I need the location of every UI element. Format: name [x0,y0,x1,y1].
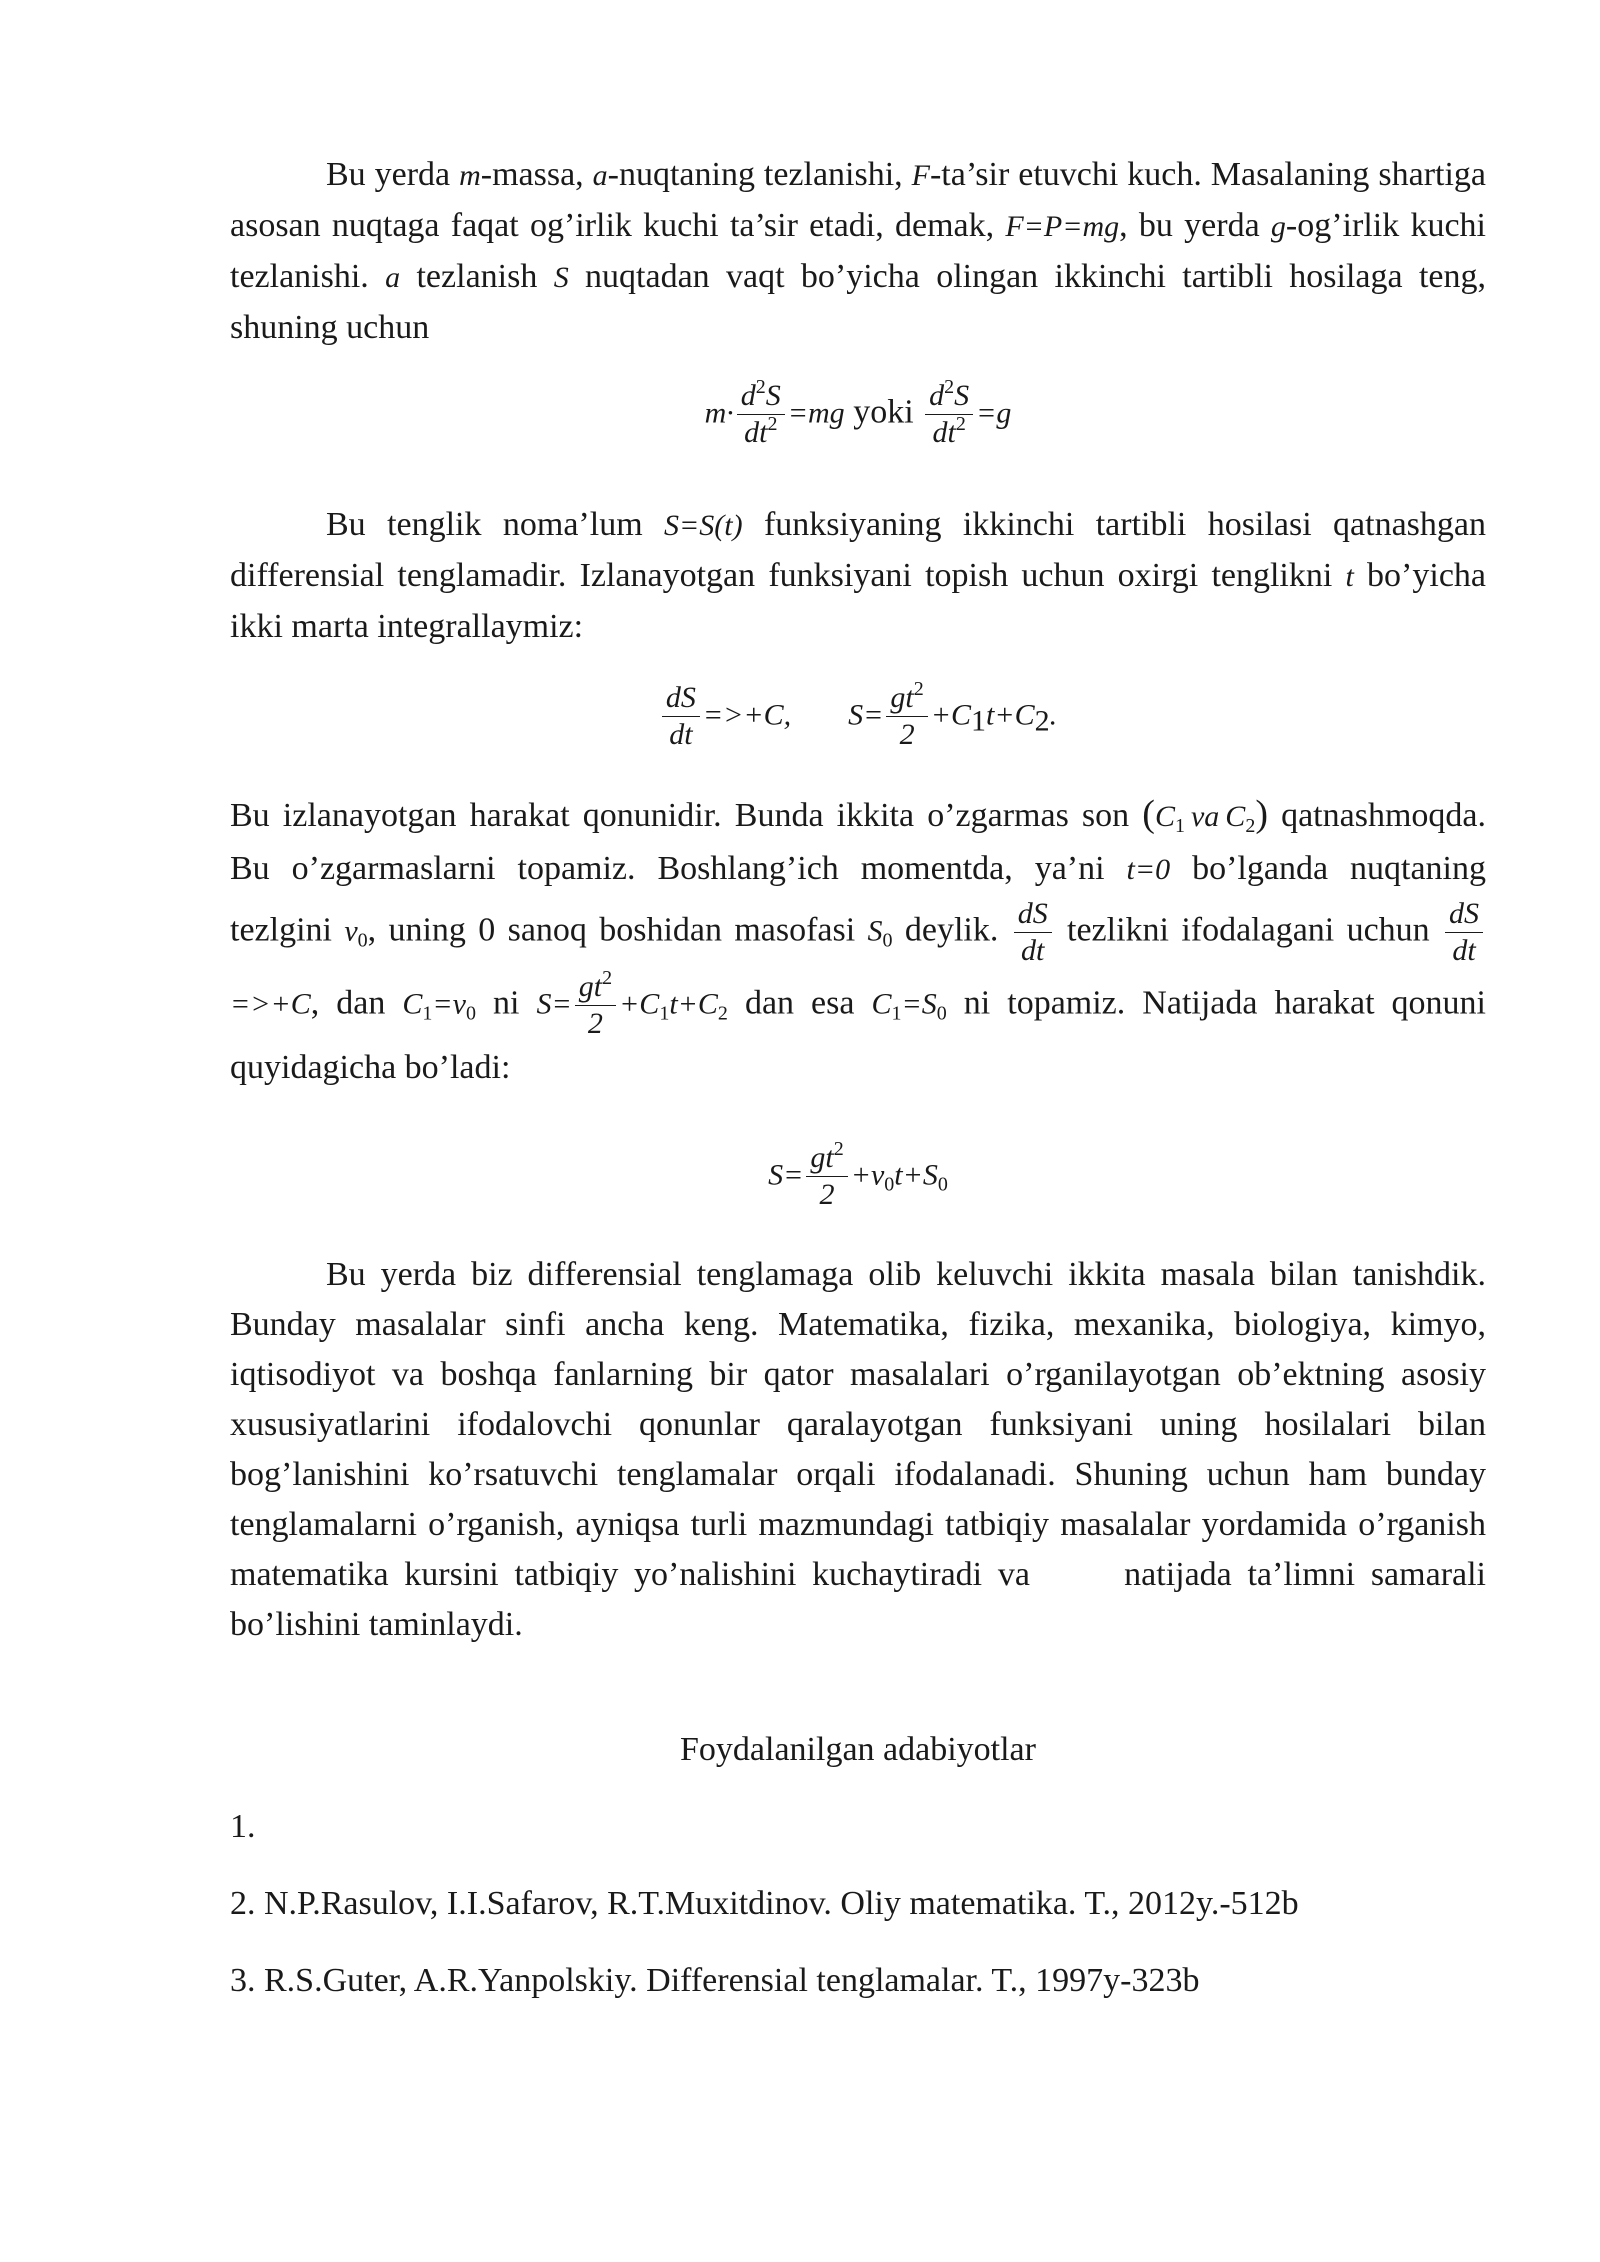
denominator: dt [669,718,693,751]
math-expression: =>+C, [702,698,792,732]
denominator: 2 [587,1007,603,1040]
superscript: 2 [944,376,955,398]
math-symbol: m [459,159,481,192]
text: Bu izlanayotgan harakat qonunidir. Bunda ikkita o’zgarmas son [230,797,1143,834]
subscript: 0 [882,929,893,952]
subscript: 2 [1245,815,1256,837]
text: qatnashmoqda. Bu o’zgarmaslarni topamiz. Boshlang’ich momentda, ya’ni [230,797,1486,887]
math-expression: =mg [787,396,845,430]
superscript: 2 [602,967,613,989]
superscript: 2 [913,678,924,700]
text: yoki [844,393,923,431]
math-expression: +C [930,698,971,732]
superscript: 2 [833,1138,844,1160]
paragraph-2 [230,500,1486,652]
math-symbol: d [929,379,945,412]
math-symbol: gt [810,1141,834,1174]
math-expression: +C [619,987,660,1021]
math-symbol: S [954,379,970,412]
math-symbol: S [765,379,781,412]
math-symbol: va [1190,800,1220,833]
subscript: 1 [659,1002,670,1025]
math-symbol: d [740,379,756,412]
superscript: 2 [767,413,778,435]
subscript: 0 [884,1173,895,1196]
superscript: 2 [955,413,966,435]
math-expression: =S [901,987,937,1021]
numerator: dS [1445,896,1483,933]
subscript: 1 [971,704,986,738]
subscript: 2 [717,1002,728,1025]
math-symbol: S [553,261,569,294]
text: , uning 0 sanoq boshidan masofasi [367,911,868,949]
equation-2 [230,680,1486,753]
text: -ta’sir etuvchi kuch. Masalaning shartiga asosan nuqtaga faqat og’irlik kuchi ta’sir etadi, demak, [230,156,1486,244]
text: tezlikni ifodalagani uchun [1054,911,1443,949]
fraction [806,1140,847,1213]
text: -nuqtaning tezlanishi, [607,156,912,193]
subscript: 0 [357,929,368,952]
math-symbol: v [344,914,358,948]
math-expression: +v [850,1158,885,1192]
text: Bu yerda [326,156,460,193]
math-symbol: ( [1142,793,1155,835]
math-expression: F=P=mg [1005,210,1120,243]
fraction [1014,896,1052,969]
reference-item: 3. R.S.Guter, A.R.Yanpolskiy. Differensial tenglamalar. T., 1997y-323b [230,1962,1200,1999]
math-symbol: ) [1255,793,1268,835]
math-symbol: g [1270,210,1286,243]
text: tezlanish [400,258,554,295]
subscript: 1 [422,1002,433,1025]
text: ni topamiz. Natijada harakat qonuni quyidagicha bo’ladi: [230,984,1486,1086]
math-symbol: S [867,914,883,948]
text: deylik. [892,911,1011,949]
denominator: dt [1021,934,1045,967]
superscript: 2 [755,376,766,398]
reference-item: 1. [230,1808,256,1845]
math-symbol: F [911,159,930,192]
text: Bu tenglik noma’lum [326,506,665,543]
math-symbol: gt [578,970,603,1003]
math-expression: t=0 [1126,853,1171,886]
math-symbol: t [1345,560,1354,593]
math-expression: t+C [669,987,718,1021]
math-expression: S= [536,987,572,1021]
references-title: Foydalanilgan adabiyotlar [680,1731,1036,1768]
text: bo’yicha ikki marta integrallaymiz: [230,557,1486,645]
text: nuqtadan vaqt bo’yicha olingan ikkinchi tartibli hosilaga teng, shuning uchun [230,258,1486,346]
math-symbol: dt [932,416,956,449]
fraction [1445,896,1483,969]
subscript: 2 [1034,704,1050,738]
subscript: 1 [891,1002,902,1025]
math-expression: =v [432,987,466,1021]
subscript: 0 [937,1173,948,1196]
math-symbol: gt [890,681,914,714]
text: , bu yerda [1119,207,1271,244]
subscript: 1 [1174,815,1185,837]
numerator: dS [662,680,700,717]
math-expression: t+S [894,1158,938,1192]
fraction [575,969,616,1042]
text: -massa, [480,156,593,193]
math-symbol: m· [704,396,734,430]
subscript: 0 [936,1002,947,1025]
paragraph-4 [230,1250,1495,1650]
math-symbol: a [592,159,608,192]
text: dan esa [727,984,872,1022]
text: bo’lganda nuqtaning tezlgini [230,850,1486,949]
denominator: 2 [899,718,915,751]
math-expression: . [1049,698,1058,732]
equation-1 [230,378,1486,451]
math-expression: S=S(t) [664,509,743,542]
reference-item: 2. N.P.Rasulov, I.I.Safarov, R.T.Muxitdinov. Oliy matematika. T., 2012y.-512b [230,1885,1299,1922]
math-expression: =>+C [230,987,311,1021]
subscript: 0 [465,1002,476,1025]
text: , dan [310,984,403,1022]
numerator: dS [1014,896,1052,933]
math-symbol: C [1225,800,1246,833]
fraction [737,378,785,451]
math-expression: S= [768,1158,804,1192]
equation-3 [230,1140,1486,1213]
text: -og’irlik kuchi tezlanishi. [230,207,1486,295]
math-symbol: C [1154,800,1175,833]
text: ni [475,984,537,1022]
math-expression: =g [976,396,1012,430]
math-symbol: dt [744,416,768,449]
fraction [886,680,927,753]
text: funksiyaning ikkinchi tartibli hosilasi qatnashgan differensial tenglamadir. Izlanayotgan funksiyani topish uchun oxirgi tenglikni [230,506,1486,594]
denominator: dt [1452,934,1476,967]
math-symbol: C [871,987,892,1021]
fraction [925,378,973,451]
paragraph-3 [230,788,1486,1094]
denominator: 2 [819,1178,835,1211]
math-symbol: C [402,987,423,1021]
paragraph-1 [230,150,1486,353]
fraction [662,680,700,753]
math-expression: S= [848,698,884,732]
text: Bu yerda biz differensial tenglamaga olib keluvchi ikkita masala bilan tanishdik. Bunday masalalar sinfi ancha keng. Matematika, fizika, mexanika, biologiya, kimyo, iqtisodiyot va boshqa fanlarning bir qator masalalari o’rganilayotgan ob’ektning asosiy xususiyatlarini ifodalovchi qonunlar qaralayotgan funksiyani uning hosilalari bilan bog’lanishini ko’rsatuvchi tenglamalar orqali ifodalanadi. Shuning uchun ham bunday tenglamalarni o’rganish, ayniqsa turli mazmundagi tatbiqiy masalalar yordamida o’rganish matematika kursini tatbiqiy yo’nalishini kuchaytiradi va natijada ta’limni samarali bo’lishini taminlaydi. [230,1256,1495,1643]
math-symbol: a [385,261,401,294]
math-expression: t+C [986,698,1035,732]
